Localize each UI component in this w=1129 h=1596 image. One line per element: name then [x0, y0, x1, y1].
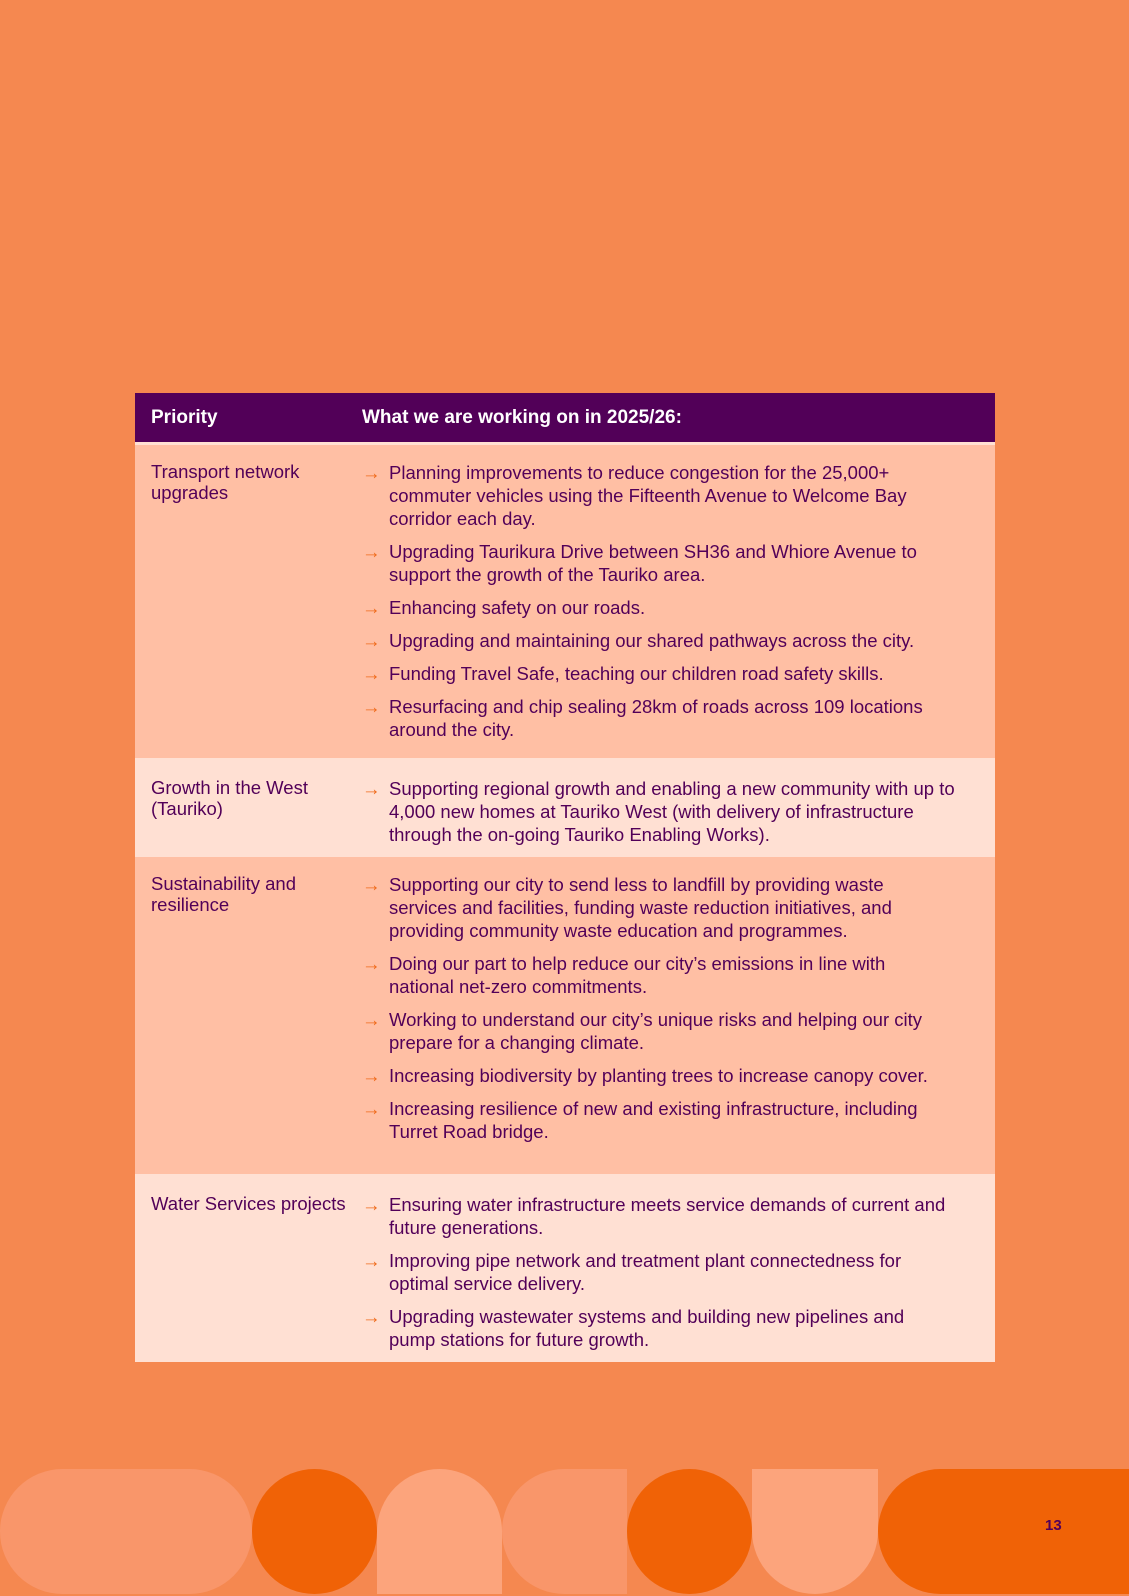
decor-circle-shape — [627, 1469, 752, 1594]
list-item: → Improving pipe network and treatment plant connectedness for optimal service delivery. — [362, 1250, 902, 1294]
list-item: → Increasing resilience of new and existing infrastructure, including Turret Road bridge. — [362, 1098, 918, 1142]
list-item: → Supporting regional growth and enabling a new community with up to 4,000 new homes at Tauriko West (with delivery of infrastructure through the on-going Tauriko Enabling Works). — [362, 778, 955, 845]
arrow-right-icon: → — [362, 1306, 381, 1327]
list-item: → Doing our part to help reduce our city’s emissions in line with national net-zero commitments. — [362, 953, 886, 997]
arrow-right-icon: → — [362, 541, 381, 562]
decor-pill-shape — [878, 1469, 1129, 1594]
items-cell — [362, 761, 995, 854]
decor-arch-shape — [377, 1469, 502, 1594]
arrow-right-icon: → — [362, 462, 381, 483]
table-header — [135, 393, 995, 445]
priority-cell: Transport network upgrades — [151, 461, 300, 503]
table-row — [135, 761, 995, 857]
list-item: → Ensuring water infrastructure meets service demands of current and future generations. — [362, 1194, 946, 1238]
header-work: What we are working on in 2025/26: — [362, 406, 682, 428]
table-row — [135, 445, 995, 761]
items-cell — [362, 1177, 995, 1359]
header-priority: Priority — [151, 406, 218, 428]
list-item: → Upgrading and maintaining our shared pathways across the city. — [362, 630, 915, 651]
list-item: → Funding Travel Safe, teaching our children road safety skills. — [362, 663, 884, 684]
table-row — [135, 857, 995, 1177]
decor-pill-shape — [0, 1469, 252, 1594]
table-row — [135, 1177, 995, 1362]
priorities-table — [135, 393, 995, 1362]
arrow-right-icon: → — [362, 1009, 381, 1030]
list-item: → Upgrading Taurikura Drive between SH36 and Whiore Avenue to support the growth of the Tauriko area. — [362, 541, 917, 585]
list-item: → Supporting our city to send less to landfill by providing waste services and facilities, funding waste reduction initiatives, and providing community waste education and programmes. — [362, 874, 892, 941]
arrow-right-icon: → — [362, 630, 381, 651]
items-cell — [362, 857, 995, 1174]
priority-cell: Water Services projects — [151, 1193, 346, 1214]
list-item: → Working to understand our city’s unique risks and helping our city prepare for a changing climate. — [362, 1009, 923, 1053]
decor-cup-shape — [752, 1469, 878, 1594]
list-item: → Upgrading wastewater systems and building new pipelines and pump stations for future growth. — [362, 1306, 905, 1350]
arrow-right-icon: → — [362, 663, 381, 684]
items-cell — [362, 445, 995, 758]
priority-cell: Sustainability and resilience — [151, 873, 297, 915]
arrow-right-icon: → — [362, 696, 381, 717]
list-item: → Increasing biodiversity by planting trees to increase canopy cover. — [362, 1065, 928, 1086]
decor-half-pill-shape — [502, 1469, 627, 1594]
priority-cell: Growth in the West (Tauriko) — [151, 777, 308, 819]
decor-circle-shape — [252, 1469, 377, 1594]
arrow-right-icon: → — [362, 953, 381, 974]
list-item: → Enhancing safety on our roads. — [362, 597, 646, 618]
arrow-right-icon: → — [362, 778, 381, 799]
arrow-right-icon: → — [362, 597, 381, 618]
arrow-right-icon: → — [362, 1250, 381, 1271]
arrow-right-icon: → — [362, 1194, 381, 1215]
arrow-right-icon: → — [362, 1098, 381, 1119]
list-item: → Resurfacing and chip sealing 28km of roads across 109 locations around the city. — [362, 696, 923, 740]
arrow-right-icon: → — [362, 1065, 381, 1086]
list-item: → Planning improvements to reduce congestion for the 25,000+ commuter vehicles using the Fifteenth Avenue to Welcome Bay corridor each day. — [362, 462, 907, 529]
arrow-right-icon: → — [362, 874, 381, 895]
page-number: 13 — [1045, 1517, 1062, 1534]
